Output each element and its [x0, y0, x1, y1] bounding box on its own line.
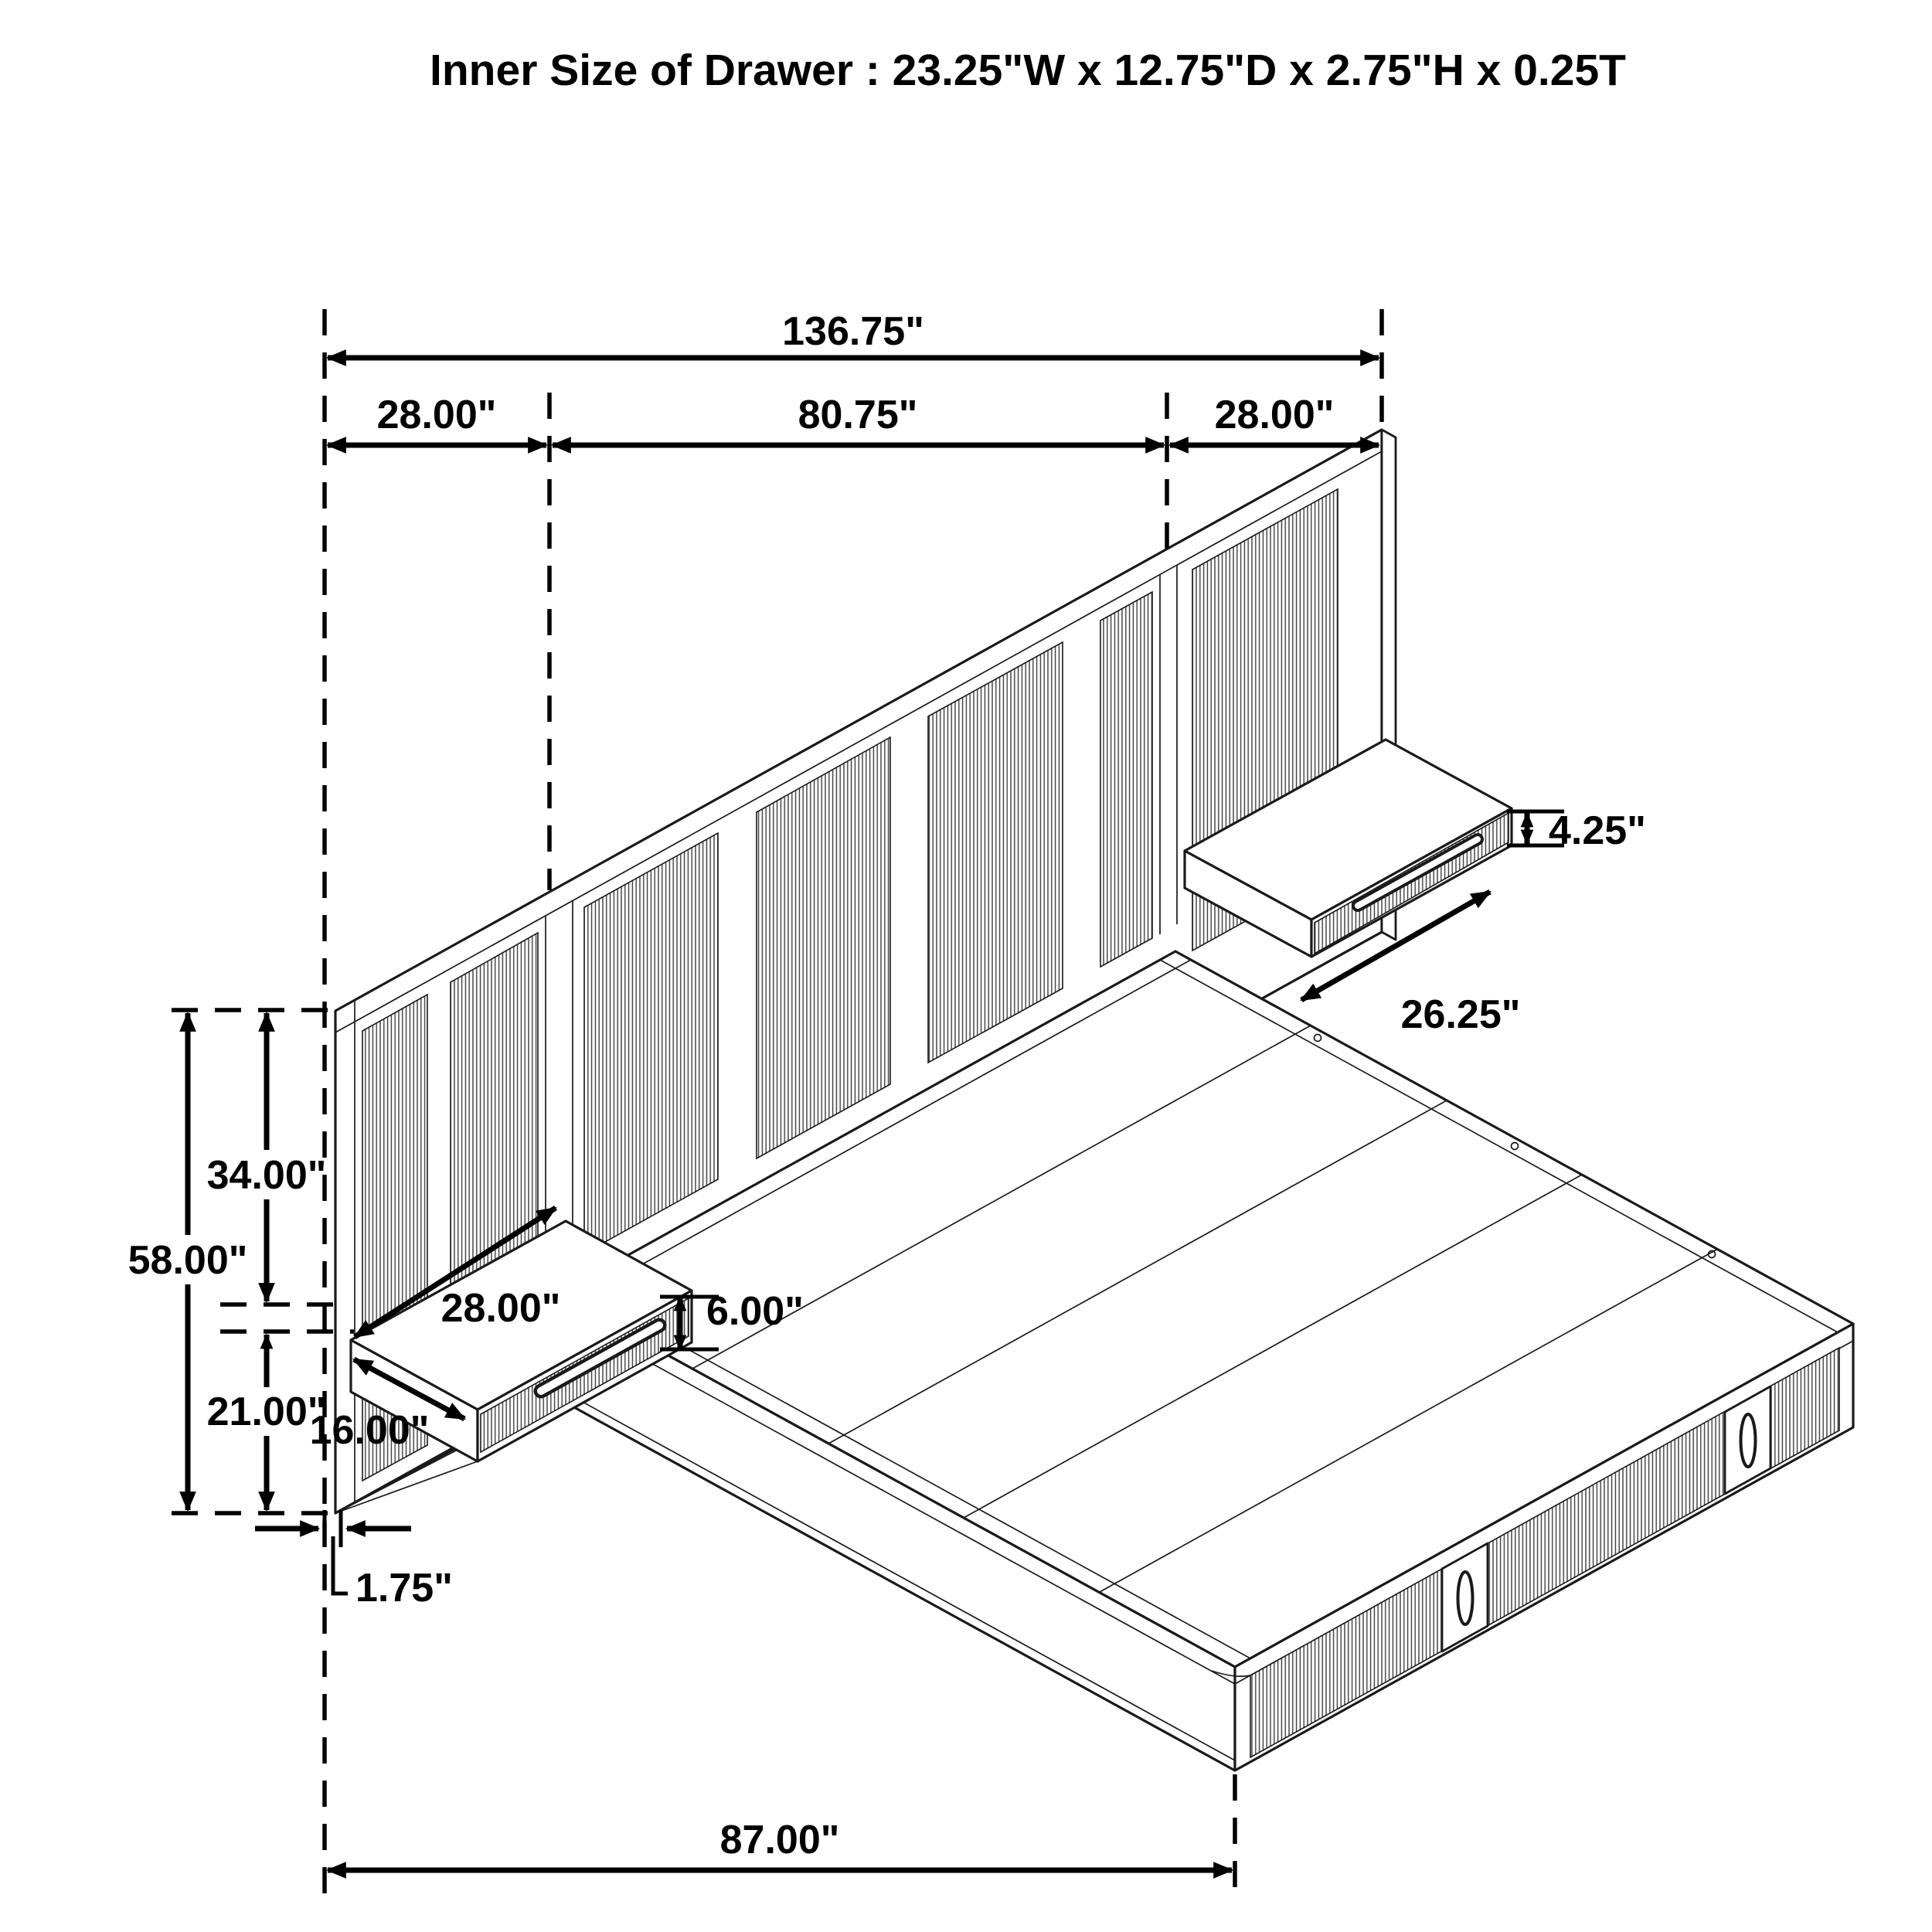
right-nightstand-width-label: 26.25"	[1400, 992, 1521, 1037]
headboard-total-height-label: 58.00"	[128, 1238, 248, 1283]
headboard-lower-height-label: 21.00"	[206, 1389, 327, 1434]
right-section-width-label: 28.00"	[1214, 393, 1335, 437]
flute-panel	[1100, 592, 1152, 967]
drawer-pull-cutout-icon	[1741, 1414, 1756, 1467]
left-section-width-label: 28.00"	[376, 393, 497, 437]
left-nightstand-depth-label: 16.00"	[309, 1408, 430, 1453]
left-nightstand-width-label: 28.00"	[440, 1286, 561, 1331]
headboard-thickness-label: 1.75"	[355, 1566, 453, 1611]
flute-panel	[928, 642, 1063, 1063]
flute-panel	[757, 737, 890, 1158]
overall-width-label: 136.75"	[782, 309, 924, 354]
left-nightstand-height-label: 6.00"	[706, 1289, 804, 1334]
headboard-upper-height-label: 34.00"	[206, 1153, 327, 1198]
page-title: Inner Size of Drawer : 23.25"W x 12.75"D x 2.75"H x 0.25T	[430, 46, 1626, 95]
center-section-width-label: 80.75"	[798, 393, 918, 437]
flute-panel	[584, 833, 718, 1253]
platform-length-label: 87.00"	[719, 1818, 840, 1862]
drawer-pull-cutout-icon	[1458, 1572, 1473, 1624]
right-nightstand-height-label: 4.25"	[1549, 808, 1646, 853]
